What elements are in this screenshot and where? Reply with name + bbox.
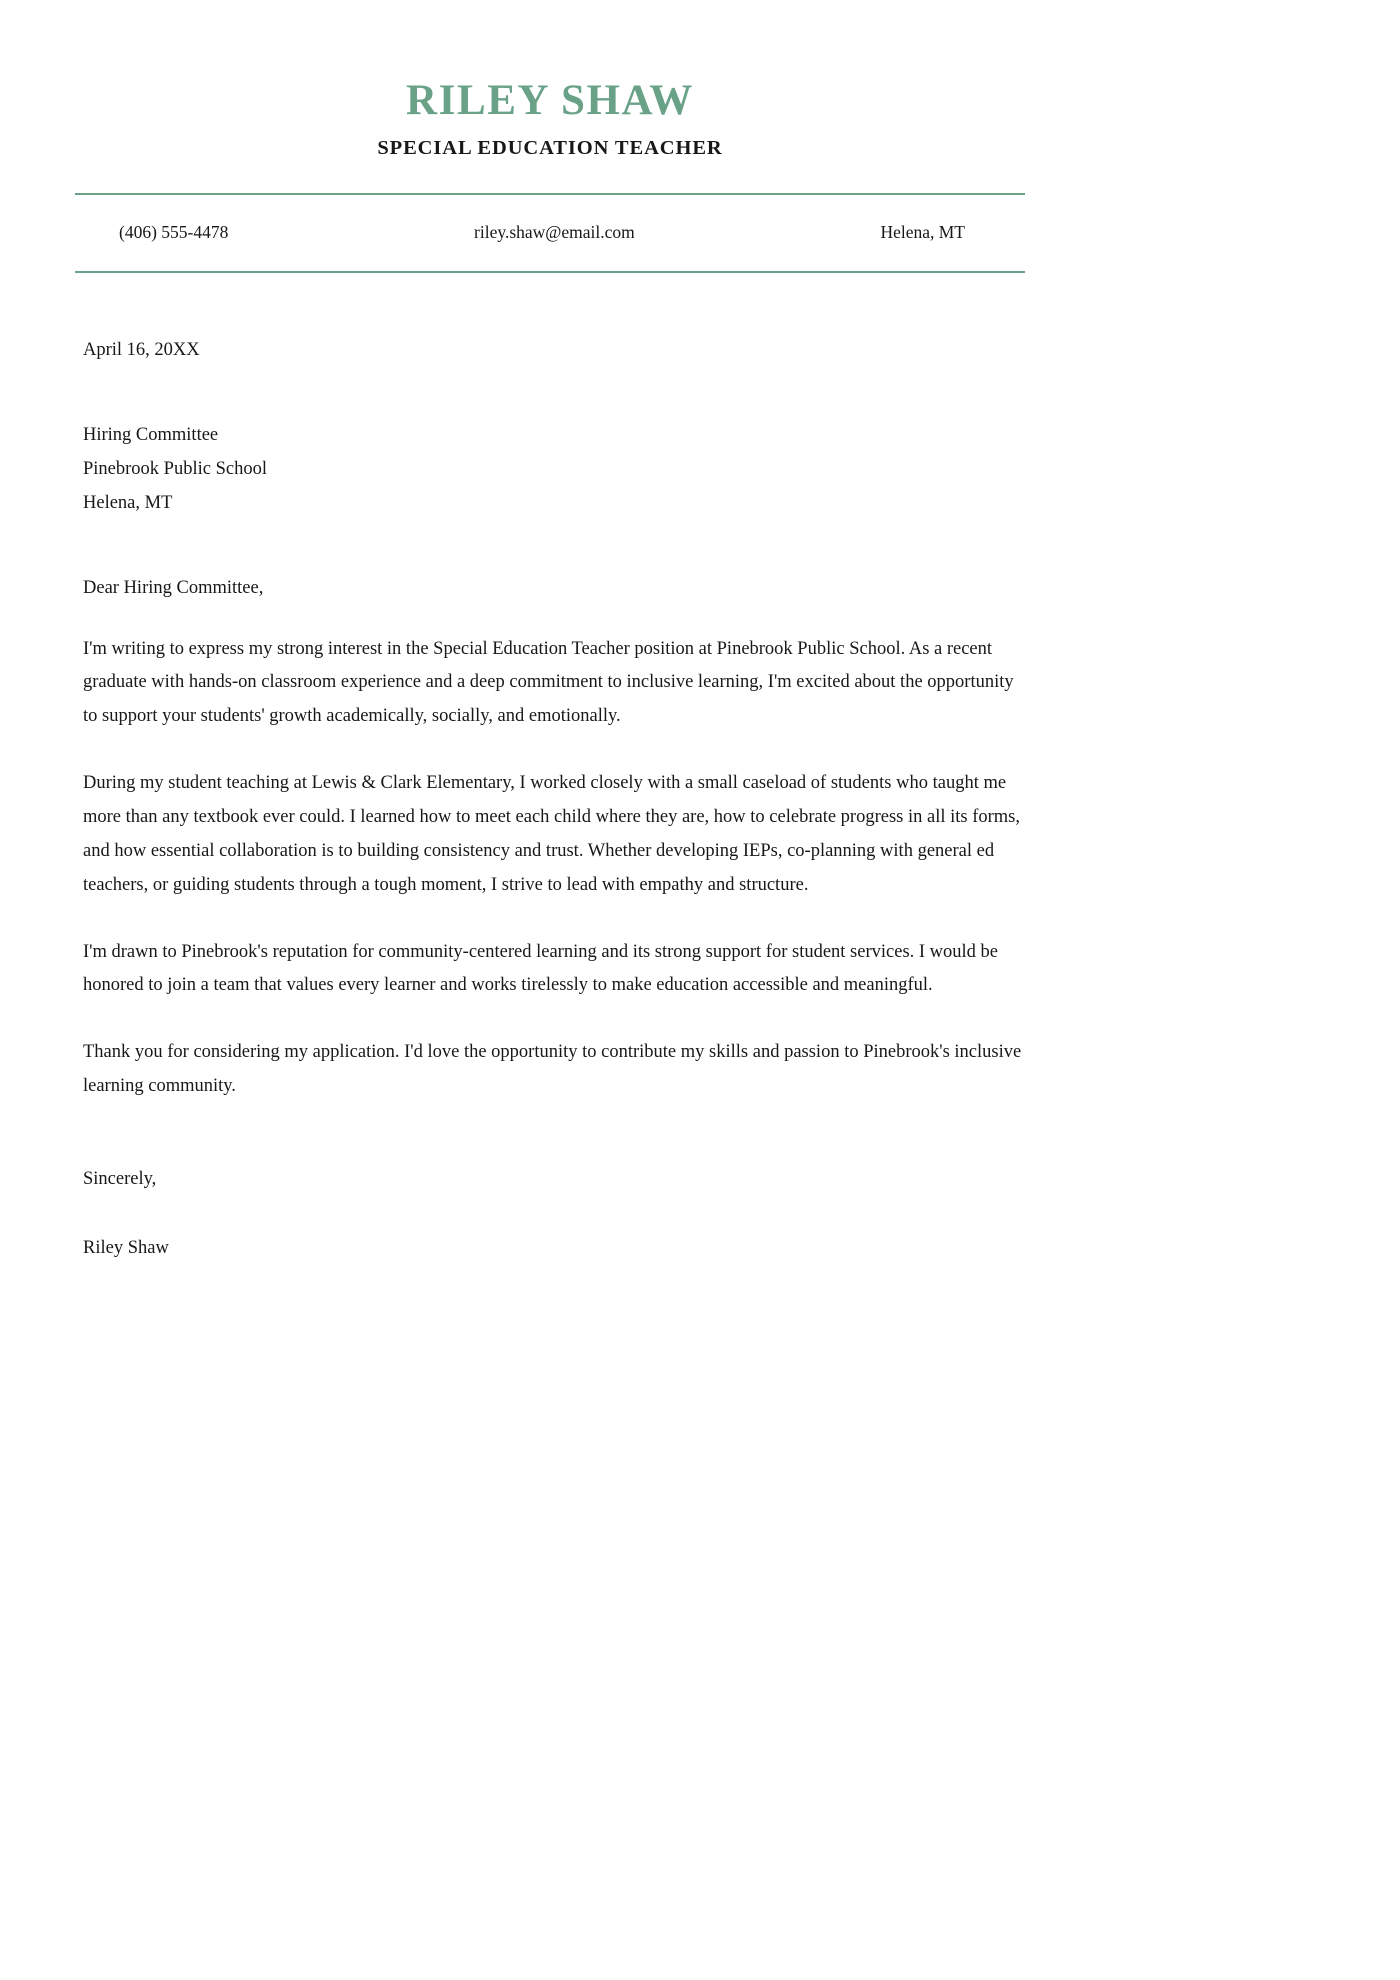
recipient-line-3: Helena, MT [83,492,173,513]
contact-row [75,195,1025,271]
contact-location: Helena, MT [880,222,965,243]
closing-line: Sincerely, [83,1168,157,1189]
letter-body [75,273,1025,1260]
letter-date: April 16, 20XX [83,339,200,360]
recipient-line-1: Hiring Committee [83,424,219,445]
body-paragraph-3: I'm drawn to Pinebrook's reputation for community-centered learning and its strong support for student services. I would be honored to join a team that values every learner and works tirelessly to make education accessible and meaningful. [83,941,999,996]
recipient-line-2: Pinebrook Public School [83,458,267,479]
body-paragraph-2: During my student teaching at Lewis & Clark Elementary, I worked closely with a small caseload of students who taught me more than any textbook ever could. I learned how to meet each child where they are, how to celebrate progress in all its forms, and how essential collaboration is to building consistency and trust. Whether developing IEPs, co-planning with general ed teachers, or guiding students through a tough moment, I strive to lead with empathy and structure. [83,773,1020,895]
body-paragraph-1: I'm writing to express my strong interest in the Special Education Teacher position at Pinebrook Public School. As a recent graduate with hands-on classroom experience and a deep commitment to inclusive learning, I'm excited about the opportunity to support your students' growth academically, socially, and emotionally. [83,638,1014,727]
applicant-job-title: SPECIAL EDUCATION TEACHER [377,137,723,160]
contact-email[interactable]: riley.shaw@email.com [474,222,635,243]
salutation: Dear Hiring Committee, [83,578,264,599]
applicant-name: RILEY SHAW [405,77,694,124]
signature-name: Riley Shaw [83,1238,169,1259]
contact-phone[interactable]: (406) 555-4478 [119,222,229,243]
recipient-block [83,419,1025,521]
letterhead [75,0,1025,161]
body-paragraph-4: Thank you for considering my application. I'd love the opportunity to contribute my skills and passion to Pinebrook's inclusive learning community. [83,1042,1022,1097]
